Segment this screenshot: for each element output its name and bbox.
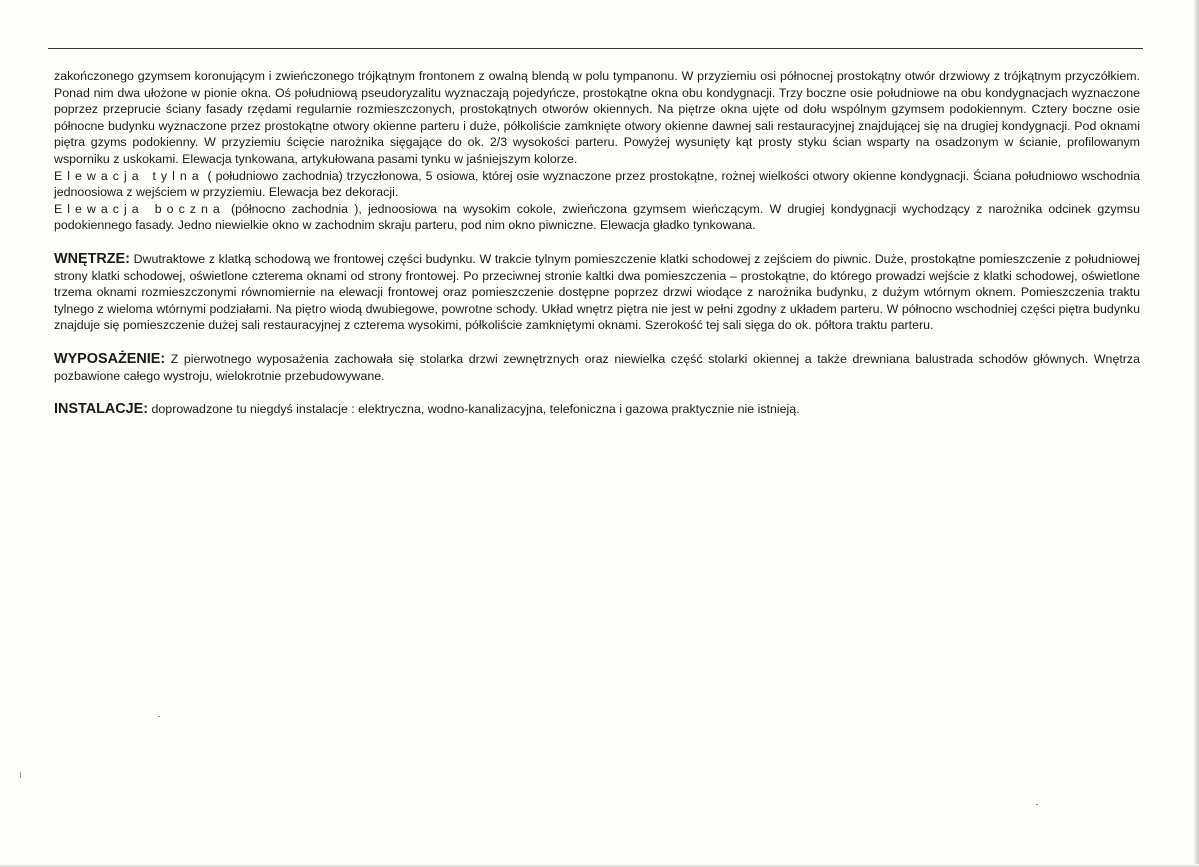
scan-edge-right bbox=[1193, 0, 1199, 867]
installations-heading: INSTALACJE: bbox=[54, 401, 149, 418]
rear-elevation-text: ( południowo zachodnia) trzyczłonowa, 5 osiowa, której osie wyznaczone przez prostokątne, rożnej wielkości otwory okienne kondygnacji. Ściana południowo wschodnia jednoosiowa z wejściem w przyziemiu. Elewacja bez dekoracji. bbox=[54, 168, 1140, 200]
scan-speck bbox=[158, 716, 160, 717]
installations-section bbox=[54, 401, 1140, 418]
equipment-section bbox=[54, 351, 1140, 384]
top-rule bbox=[48, 48, 1143, 49]
interior-heading: WNĘTRZE: bbox=[54, 250, 130, 267]
equipment-heading: WYPOSAŻENIE: bbox=[54, 350, 166, 367]
installations-text: doprowadzone tu niegdyś instalacje : elektryczna, wodno-kanalizacyjna, telefoniczna i gazowa praktycznie nie istnieją. bbox=[148, 402, 800, 417]
interior-section bbox=[54, 251, 1140, 334]
equipment-text: Z pierwotnego wyposażenia zachowała się stolarka drzwi zewnętrznych oraz niewielka część stolarki okiennej a także drewniana balustrada schodów głównych. Wnętrza pozbawione całego wystroju, wielokrotnie przebudowywane. bbox=[54, 351, 1140, 383]
section-gap bbox=[54, 334, 1140, 351]
side-elevation-text: (północno zachodnia ), jednoosiowa na wysokim cokole, zwieńczona gzymsem wieńczącym. W drugiej kondygnacji wychodzący z narożnika odcinek gzymsu podokiennego fasady. Jedno niewielkie okno w zachodnim skraju parteru, pod nim okno piwniczne. Elewacja gładko tynkowana. bbox=[54, 201, 1141, 233]
section-gap bbox=[54, 384, 1140, 401]
side-elevation-paragraph bbox=[54, 201, 1140, 234]
rear-elevation-lead: Elewacja tylna bbox=[54, 168, 204, 183]
document-body bbox=[54, 68, 1140, 418]
interior-text: Dwutraktowe z klatką schodową we frontowej części budynku. W trakcie tylnym pomieszczenie klatki schodowej z zejściem do piwnic. Duże, prostokątne pomieszczenie z południowej strony klatki schodowej, oświetlone czterema oknami od strony frontowej. Po przeciwnej stronie kaltki dwa pomieszczenia – prostokątne, do którego prowadzi wejście z klatki schodowej, oświetlone trzema oknami rozmieszczonymi równomiernie na elewacji frontowej oraz pomieszczenie dostępne poprzez drzwi wiodące z narożnika budynku, z dużym wtórnym oknem. Pomieszczenia traktu tylnego z wieloma wtórnymi podziałami. Na piętro wiodą dwubiegowe, powrotne schody. Układ wnętrz piętra nie jest w pełni zgodny z układem parteru. W północno wschodniej części piętra budynku znajduje się pomieszczenie dużej sali restauracyjnej z czterema wysokimi, półkoliście zamkniętymi oknami. Szerokość tej sali sięga do ok. półtora traktu parteru. bbox=[54, 251, 1140, 333]
scan-speck bbox=[1036, 804, 1038, 805]
section-gap bbox=[54, 234, 1140, 251]
scan-speck bbox=[20, 772, 21, 778]
rear-elevation-paragraph bbox=[54, 168, 1140, 201]
side-elevation-lead: Elewacja boczna bbox=[54, 201, 225, 216]
facade-paragraph: zakończonego gzymsem koronującym i zwieńczonego trójkątnym frontonem z owalną blendą w polu tympanonu. W przyziemiu osi północnej prostokątny otwór drzwiowy z trójkątnym przyczółkiem. Ponad nim dwa ułożone w pionie okna. Oś południową pseudoryzalitu wyznaczają pojedyńcze, prostokątne okna obu kondygnacji. Trzy boczne osie południowe na obu kondygnacjach wyznaczone poprzez przeprucie ściany fasady rzędami regularnie rozmieszczonych, prostokątnych otworów okiennych. Na piętrze okna ujęte od dołu wspólnym gzymsem podokiennym. Cztery boczne osie północne budynku wyznaczone przez prostokątne otwory okienne parteru i duże, półkoliście zamknięte otwory okienne dawnej sali restauracyjnej znajdującej się na drugiej kondygnacji. Pod oknami piętra gzyms podokienny. W przyziemiu ścięcie narożnika sięgające do ok. 2/3 wysokości parteru. Powyżej wysunięty kąt prosty styku ścian wsparty na osadzonym w ścianie, profilowanym wsporniku z uskokami. Elewacja tynkowana, artykułowana pasami tynku w jaśniejszym kolorze. bbox=[54, 69, 1140, 166]
